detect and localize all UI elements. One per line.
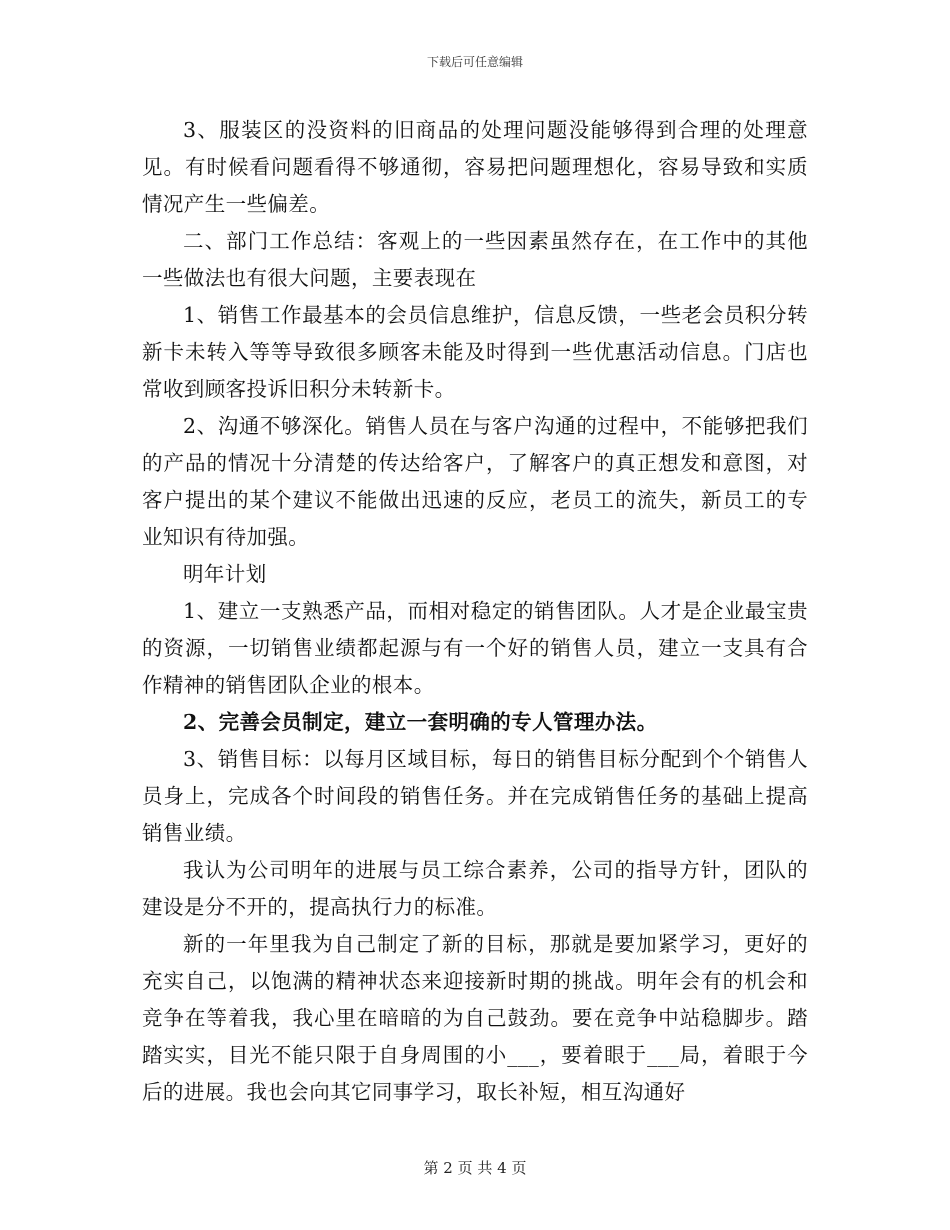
paragraph-sales-team: 1、建立一支熟悉产品，而相对稳定的销售团队。人才是企业最宝贵的资源，一切销售业绩都起源与有一个好的销售人员，建立一支具有合作精神的销售团队企业的根本。 [142, 599, 808, 697]
paragraph-new-year-goals: 新的一年里我为自己制定了新的目标，那就是要加紧学习，更好的充实自己，以饱满的精神状态来迎接新时期的挑战。明年会有的机会和竞争在等着我，我心里在暗暗的为自己鼓劲。要在竞争中站稳脚步。踏踏实实，目光不能只限于自身周围的小___，要着眼于___局，着眼于今后的进展。我也会向其它同事学习，取长补短，相互沟通好 [142, 932, 808, 1104]
paragraph-membership-system: 2、完善会员制定，建立一套明确的专人管理办法。 [183, 710, 658, 734]
page-header: 下载后可任意编辑 [426, 55, 523, 69]
paragraph-member-info: 1、销售工作最基本的会员信息维护，信息反馈，一些老会员积分转新卡未转入等等导致很多顾客未能及时得到一些优惠活动信息。门店也常收到顾客投诉旧积分未转新卡。 [142, 303, 808, 401]
paragraph-department-summary: 二、部门工作总结：客观上的一些因素虽然存在，在工作中的其他一些做法也有很大问题，主要表现在 [142, 229, 808, 290]
paragraph-communication: 2、沟通不够深化。销售人员在与客户沟通的过程中，不能够把我们的产品的情况十分清楚的传达给客户，了解客户的真正想发和意图，对客户提出的某个建议不能做出迅速的反应，老员工的流失，新员工的专业知识有待加强。 [142, 414, 808, 549]
page-number-footer: 第 2 页 共 4 页 [423, 1159, 527, 1177]
paragraph-service-area-issue: 3、服装区的没资料的旧商品的处理问题没能够得到合理的处理意见。有时候看问题看得不够通彻，容易把问题理想化，容易导致和实质情况产生一些偏差。 [142, 118, 808, 216]
document-body [142, 112, 808, 1111]
paragraph-sales-target: 3、销售目标：以每月区域目标，每日的销售目标分配到个个销售人员身上，完成各个时间段的销售任务。并在完成销售任务的基础上提高销售业绩。 [142, 747, 808, 845]
section-heading-next-year-plan: 明年计划 [183, 562, 267, 586]
paragraph-company-development: 我认为公司明年的进展与员工综合素养，公司的指导方针，团队的建设是分不开的，提高执行力的标准。 [142, 858, 808, 919]
